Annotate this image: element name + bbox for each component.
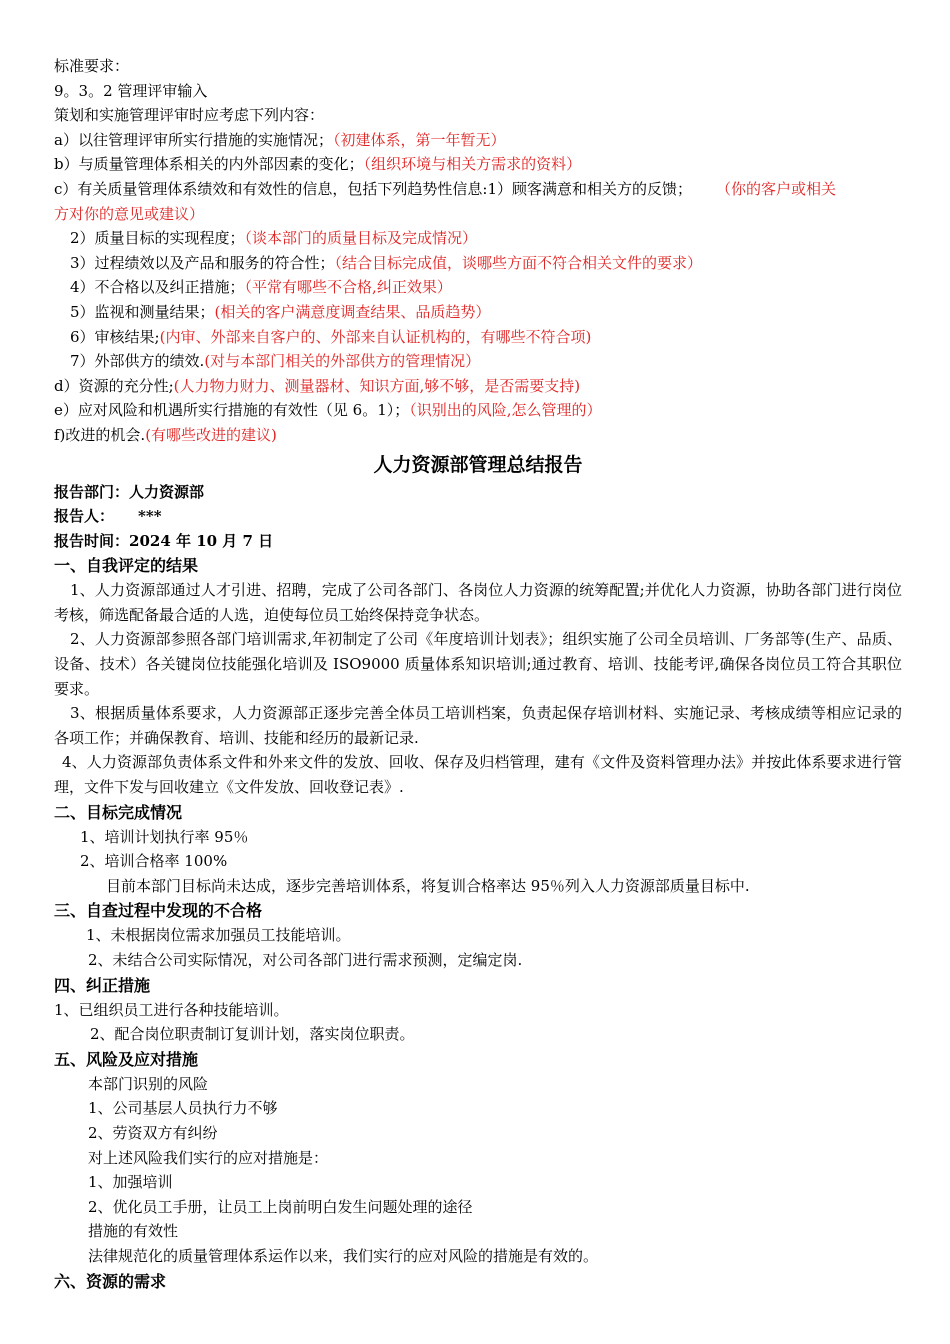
std-line: c）有关质量管理体系绩效和有效性的信息，包括下列趋势性信息:1）顾客满意和相关方的反馈； （你的客户或相关 xyxy=(54,179,837,198)
std-line: 3）过程绩效以及产品和服务的符合性；（结合目标完成值，谈哪些方面不符合相关文件的要求） xyxy=(70,253,703,272)
list-item: 1、未根据岗位需求加强员工技能培训。 xyxy=(86,926,351,945)
annotation-note: (有哪些改进的建议) xyxy=(145,425,277,444)
section-heading: 四、纠正措施 xyxy=(54,975,151,995)
text-line: 法律规范化的质量管理体系运作以来，我们实行的应对风险的措施是有效的。 xyxy=(88,1246,599,1265)
paragraph: 3、根据质量体系要求，人力资源部正逐步完善全体员工培训档案，负责起保存培训材料、实施记录、考核成绩等相应记录的各项工作；并确保教育、培训、技能和经历的最新记录. xyxy=(54,704,902,747)
std-line: 9。3。2 管理评审输入 xyxy=(54,81,208,100)
annotation-note: （组织环境与相关方需求的资料） xyxy=(363,155,582,174)
report-department: 报告部门：人力资源部 xyxy=(54,482,205,501)
annotation-note: （结合目标完成值，谈哪些方面不符合相关文件的要求） xyxy=(334,253,703,272)
annotation-note: （初建体系，第一年暂无） xyxy=(332,130,506,149)
annotation-note: (相关的客户满意度调查结果、品质趋势） xyxy=(214,302,491,321)
report-person: 报告人： *** xyxy=(54,507,162,526)
list-item: 2、未结合公司实际情况，对公司各部门进行需求预测，定编定岗. xyxy=(88,951,523,969)
annotation-note: （你的客户或相关 xyxy=(716,179,837,198)
std-line: 5）监视和测量结果；(相关的客户满意度调查结果、品质趋势） xyxy=(70,302,491,321)
std-line: 策划和实施管理评审时应考虑下列内容： xyxy=(54,106,325,125)
std-line xyxy=(54,202,902,227)
paragraph: 1、人力资源部通过人才引进、招聘，完成了公司各部门、各岗位人力资源的统筹配置;并优化人力资源，协助各部门进行岗位考核，筛选配备最合适的人选，迫使每位员工始终保持竞争状态。 xyxy=(54,581,902,624)
std-line: b）与质量管理体系相关的内外部因素的变化；（组织环境与相关方需求的资料） xyxy=(54,155,582,174)
report-title: 人力资源部管理总结报告 xyxy=(373,453,583,476)
annotation-note: (对与本部门相关的外部供方的管理情况） xyxy=(204,352,481,371)
text-line: 本部门识别的风险 xyxy=(88,1074,209,1093)
text-line: 2、优化员工手册，让员工上岗前明白发生问题处理的途径 xyxy=(88,1197,473,1216)
report-date: 报告时间：2024 年 10 月 7 日 xyxy=(54,531,274,550)
annotation-note: (人力物力财力、测量器材、知识方面,够不够，是否需要支持) xyxy=(173,376,581,395)
std-line: f)改进的机会.(有哪些改进的建议) xyxy=(54,425,277,444)
paragraph: 4、人力资源部负责体系文件和外来文件的发放、回收、保存及归档管理，建有《文件及资料管理办法》并按此体系要求进行管理，文件下发与回收建立《文件发放、回收登记表》. xyxy=(54,753,902,797)
std-line: 6）审核结果;(内审、外部来自客户的、外部来自认证机构的，有哪些不符合项) xyxy=(70,327,592,346)
paragraph: 2、人力资源部参照各部门培训需求,年初制定了公司《年度培训计划表》；组织实施了公司全员培训、厂务部等(生产、品质、设备、技术）各关键岗位技能强化培训及 ISO9000 质量体系知识培训;通过教育、培训、技能考评,确保各岗位员工符合其职位要求。 xyxy=(54,630,902,698)
annotation-note: （谈本部门的质量目标及完成情况） xyxy=(244,229,478,248)
text-line: 1、公司基层人员执行力不够 xyxy=(88,1099,278,1118)
text-line: 措施的有效性 xyxy=(88,1222,179,1241)
std-line: 2）质量目标的实现程度；（谈本部门的质量目标及完成情况） xyxy=(70,229,478,248)
std-line: d）资源的充分性;(人力物力财力、测量器材、知识方面,够不够，是否需要支持) xyxy=(54,376,581,395)
section-heading: 三、自查过程中发现的不合格 xyxy=(54,901,263,921)
std-line: 4）不合格以及纠正措施；（平常有哪些不合格,纠正效果） xyxy=(70,278,452,297)
annotation-note: (内审、外部来自客户的、外部来自认证机构的，有哪些不符合项) xyxy=(159,327,592,346)
section-heading: 一、自我评定的结果 xyxy=(54,556,199,576)
document-page xyxy=(54,54,902,1294)
list-item: 1、培训计划执行率 95％ xyxy=(80,827,249,846)
annotation-note: 方对你的意见或建议） xyxy=(54,204,205,223)
text-line: 1、加强培训 xyxy=(88,1173,173,1192)
std-line: 标准要求： xyxy=(54,57,130,75)
std-line: 7）外部供方的绩效.(对与本部门相关的外部供方的管理情况） xyxy=(70,352,481,371)
section-heading: 二、目标完成情况 xyxy=(54,802,183,822)
annotation-note: （平常有哪些不合格,纠正效果） xyxy=(244,278,452,297)
list-item: 2、配合岗位职责制订复训计划，落实岗位职责。 xyxy=(90,1025,415,1044)
annotation-note: （识别出的风险,怎么管理的） xyxy=(409,401,602,420)
standard-requirements xyxy=(54,54,902,448)
section-heading: 五、风险及应对措施 xyxy=(54,1049,199,1069)
text-line: 2、劳资双方有纠纷 xyxy=(88,1123,218,1142)
list-item: 1、已组织员工进行各种技能培训。 xyxy=(54,1000,289,1019)
list-item: 2、培训合格率 100% xyxy=(80,852,228,871)
text-line: 对上述风险我们实行的应对措施是： xyxy=(88,1148,329,1167)
section-heading: 六、资源的需求 xyxy=(54,1271,167,1291)
std-line: e）应对风险和机遇所实行措施的有效性（见 6。1）；（识别出的风险,怎么管理的） xyxy=(54,401,602,420)
paragraph: 目前本部门目标尚未达成，逐步完善培训体系，将复训合格率达 95％列入人力资源部质量目标中. xyxy=(106,876,750,895)
std-line: a）以往管理评审所实行措施的实施情况；（初建体系，第一年暂无） xyxy=(54,130,506,149)
